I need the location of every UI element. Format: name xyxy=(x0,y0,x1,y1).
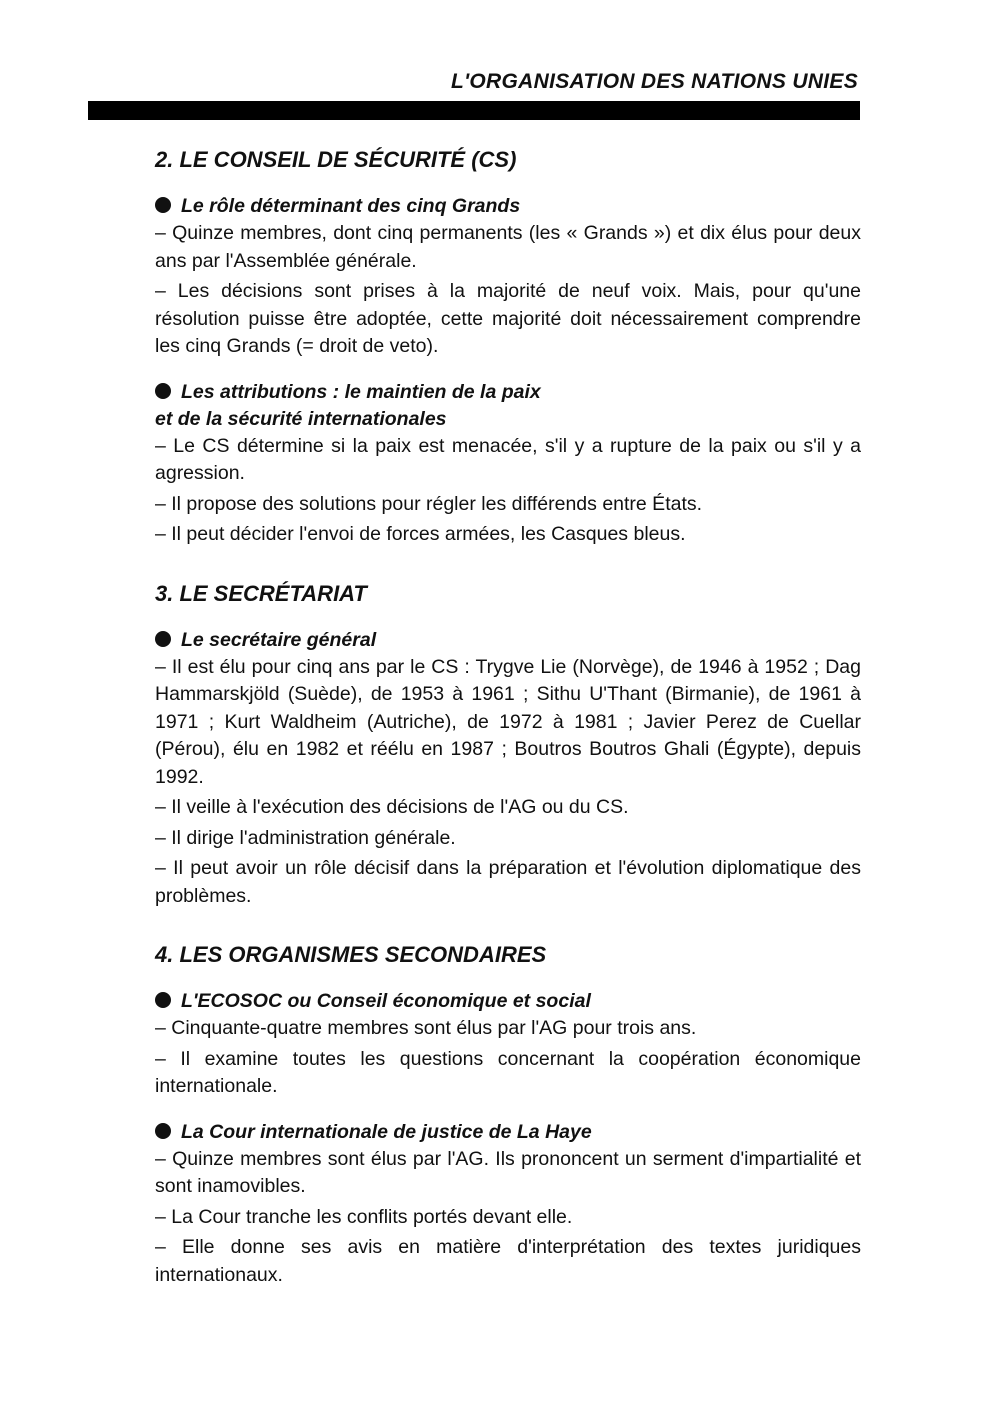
page-body xyxy=(155,140,861,1319)
paragraph: – La Cour tranche les conflits portés devant elle. xyxy=(155,1205,573,1228)
paragraph: – Il est élu pour cinq ans par le CS : Trygve Lie (Norvège), de 1946 à 1952 ; Dag Hammarskjöld (Suède), de 1953 à 1961 ; Sithu U'Thant (Birmanie), de 1961 à 1971 ; Kurt Waldheim (Autriche), de 1972 à 1981 ; Javier Perez de Cuellar (Pérou), élu en 1982 et réélu en 1987 ; Boutros Boutros Ghali (Égypte), depuis 1992. xyxy=(155,655,861,788)
subsection-title: L'ECOSOC ou Conseil économique et social xyxy=(155,988,861,1015)
section-title: 2. LE CONSEIL DE SÉCURITÉ (CS) xyxy=(155,147,517,172)
bullet-icon xyxy=(155,1123,171,1139)
paragraph: – Elle donne ses avis en matière d'interprétation des textes juridiques internationaux. xyxy=(155,1236,861,1286)
subsection-ecosoc xyxy=(155,988,861,1101)
subsection-attributions xyxy=(155,379,861,549)
section-conseil-securite xyxy=(155,145,861,549)
subsection-cour-internationale xyxy=(155,1119,861,1290)
paragraph: – Il veille à l'exécution des décisions de l'AG ou du CS. xyxy=(155,796,629,818)
section-organismes-secondaires xyxy=(155,940,861,1289)
bullet-icon xyxy=(155,631,171,647)
paragraph: – Il peut avoir un rôle décisif dans la préparation et l'évolution diplomatique des problèmes. xyxy=(155,857,861,907)
paragraph: – Quinze membres, dont cinq permanents (les « Grands ») et dix élus pour deux ans par l'Assemblée générale. xyxy=(155,222,861,272)
subsection-role-cinq-grands xyxy=(155,193,861,361)
subsection-title: Le secrétaire général xyxy=(155,627,861,654)
bullet-icon xyxy=(155,383,171,399)
running-head: L'ORGANISATION DES NATIONS UNIES xyxy=(451,70,858,93)
section-title: 4. LES ORGANISMES SECONDAIRES xyxy=(155,942,547,967)
header-rule xyxy=(88,101,860,120)
subsection-title: Le rôle déterminant des cinq Grands xyxy=(155,193,861,220)
paragraph: – Les décisions sont prises à la majorité de neuf voix. Mais, pour qu'une résolution puisse être adoptée, cette majorité doit nécessairement comprendre les cinq Grands (= droit de veto). xyxy=(155,280,861,357)
paragraph: – Il propose des solutions pour régler les différends entre États. xyxy=(155,492,703,515)
bullet-icon xyxy=(155,992,171,1008)
section-title: 3. LE SECRÉTARIAT xyxy=(155,580,367,606)
paragraph: – Cinquante-quatre membres sont élus par l'AG pour trois ans. xyxy=(155,1017,697,1039)
paragraph: – Le CS détermine si la paix est menacée, s'il y a rupture de la paix ou s'il y a agression. xyxy=(155,434,861,484)
subsection-title: Les attributions : le maintien de la paix et de la sécurité internationales xyxy=(155,380,541,430)
paragraph: – Il examine toutes les questions concernant la coopération économique internationale. xyxy=(155,1047,861,1097)
paragraph: – Il peut décider l'envoi de forces armées, les Casques bleus. xyxy=(155,523,686,545)
subsection-title: La Cour internationale de justice de La Haye xyxy=(155,1119,861,1146)
subsection-secretaire-general xyxy=(155,627,861,911)
section-secretariat xyxy=(155,579,861,911)
bullet-icon xyxy=(155,197,171,213)
paragraph: – Il dirige l'administration générale. xyxy=(155,826,456,849)
paragraph: – Quinze membres sont élus par l'AG. Ils prononcent un serment d'impartialité et sont inamovibles. xyxy=(155,1147,861,1197)
